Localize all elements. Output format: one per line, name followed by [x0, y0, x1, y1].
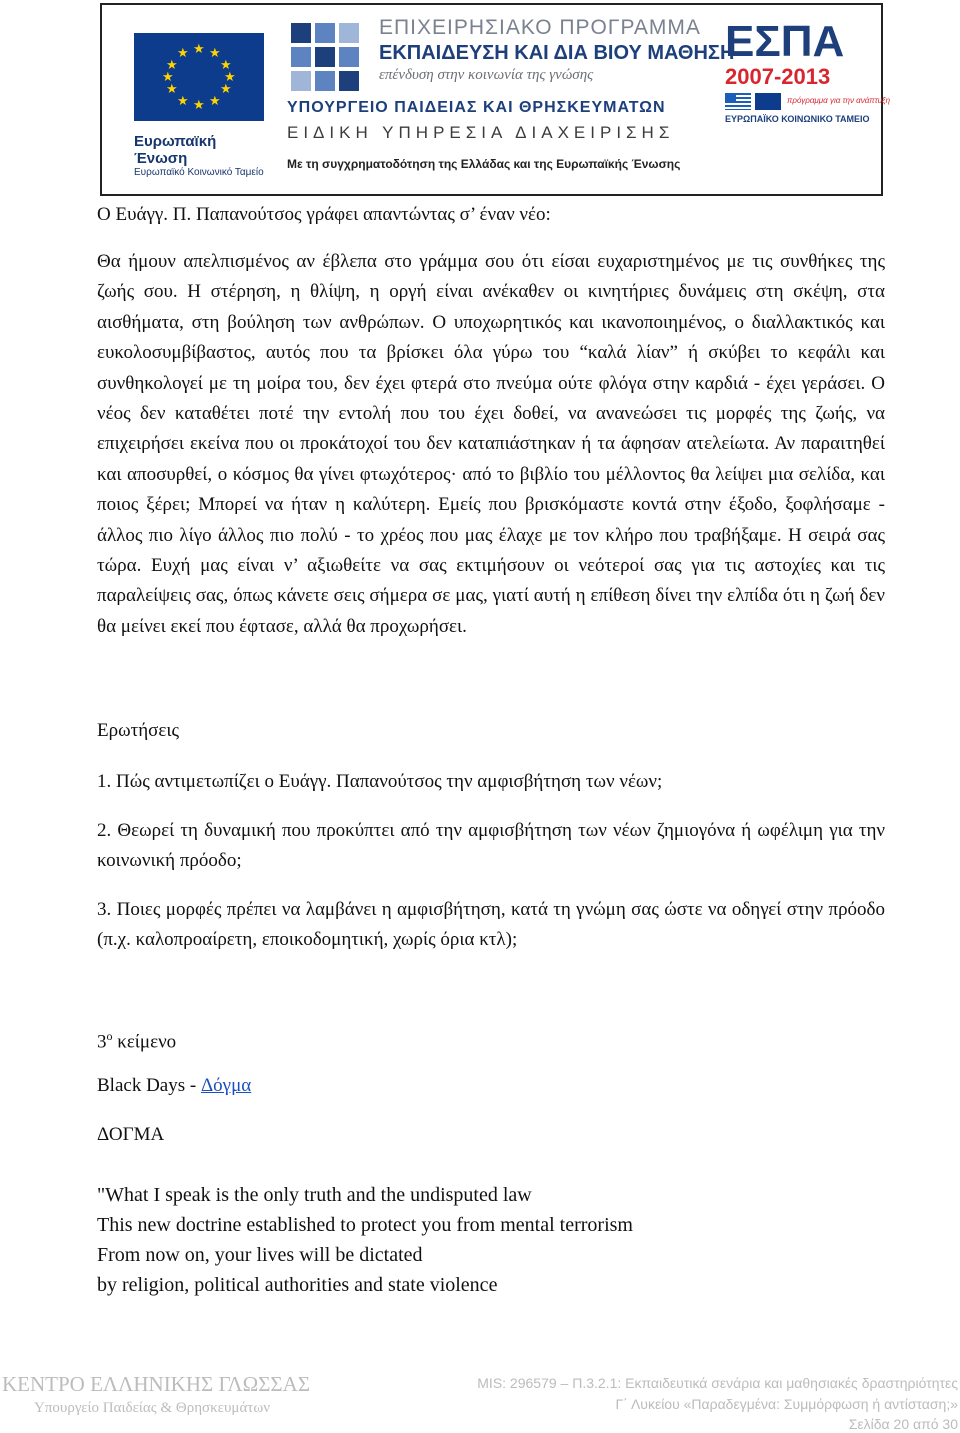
eu-name: Ευρωπαϊκή Ένωση	[134, 133, 217, 167]
programme-title: ΕΠΙΧΕΙΡΗΣΙΑΚΟ ΠΡΟΓΡΑΜΜΑ	[379, 16, 701, 39]
eu-fund: Ευρωπαϊκό Κοινωνικό Ταμείο	[134, 167, 264, 178]
cofunding-note: Με τη συγχρηματοδότηση της Ελλάδας και της Ευρωπαϊκής Ένωσης	[287, 157, 681, 171]
espa-years: 2007-2013	[725, 64, 831, 89]
eu-logo	[134, 33, 264, 178]
ministry-name: ΥΠΟΥΡΓΕΙΟ ΠΑΙΔΕΙΑΣ ΚΑΙ ΘΡΗΣΚΕΥΜΑΤΩΝ	[287, 99, 666, 116]
footer-mis: MIS: 296579 – Π.3.2.1: Εκπαιδευτικά σενάρια και μαθησιακές δραστηριότητες	[477, 1375, 958, 1391]
lyric-line: "What I speak is the only truth and the undisputed law	[97, 1184, 532, 1206]
footer-page-number: Σελίδα 20 από 30	[848, 1416, 958, 1432]
intro-line: Ο Ευάγγ. Π. Παπανούτσος γράφει απαντώντας σ’ έναν νέο:	[97, 204, 551, 225]
text-3-ordinal: ο	[106, 1029, 113, 1043]
question-3: 3. Ποιες μορφές πρέπει να λαμβάνει η αμφισβήτηση, κατά τη γνώμη σας ώστε να οδηγεί στην πρόοδο (π.χ. καλοπροαίρετη, εποικοδομητική, χωρίς όρια κτλ);	[97, 899, 885, 951]
managing-agency: ΕΙΔΙΚΗ ΥΠΗΡΕΣΙΑ ΔΙΑΧΕΙΡΙΣΗΣ	[287, 123, 675, 142]
question-2: 2. Θεωρεί τη δυναμική που προκύπτει από την αμφισβήτηση των νέων ζημιογόνα ή ωφέλιμη για την κοινωνική πρόοδο;	[97, 820, 885, 872]
question-1: 1. Πώς αντιμετωπίζει ο Ευάγγ. Παπανούτσος την αμφισβήτηση των νέων;	[97, 771, 663, 792]
footer-center-name: ΚΕΝΤΡΟ ΕΛΛΗΝΙΚΗΣ ΓΛΩΣΣΑΣ	[2, 1372, 311, 1396]
text-3-label: κείμενο	[117, 1031, 177, 1053]
espa-logo	[725, 17, 891, 124]
text-3-number: 3	[97, 1031, 107, 1053]
espa-fund: ΕΥΡΩΠΑΪΚΟ ΚΟΙΝΩΝΙΚΟ ΤΑΜΕΙΟ	[725, 114, 870, 124]
song-artist: Black Days -	[97, 1075, 201, 1096]
song-link[interactable]: Δόγμα	[200, 1075, 252, 1096]
song-reference	[97, 1071, 251, 1101]
programme-emblem-icon	[287, 19, 363, 95]
lyric-line: by religion, political authorities and state violence	[97, 1274, 498, 1296]
eu-flag-icon: ★ ★ ★ ★ ★ ★ ★ ★ ★ ★ ★ ★	[134, 33, 264, 121]
song-title: ΔΟΓΜΑ	[97, 1124, 165, 1145]
footer-ministry: Υπουργείο Παιδείας & Θρησκευμάτων	[34, 1400, 270, 1416]
programme-motto: επένδυση στην κοινωνία της γνώσης	[379, 67, 594, 83]
greek-flag-icon	[725, 93, 751, 110]
questions-heading: Ερωτήσεις	[97, 720, 180, 741]
espa-title: ΕΣΠΑ	[725, 17, 845, 66]
espa-slogan: πρόγραμμα για την ανάπτυξη	[787, 96, 891, 105]
quote-paragraph: Θα ήμουν απελπισμένος αν έβλεπα στο γράμμα σου ότι είσαι ευχαριστημένος με τις συνθήκες της ζωής σου. Η στέρηση, η θλίψη, η οργή είναι ανέκαθεν οι κινητήριες δυνάμεις στη σκέψη, στα αισθήματα, στη βούληση των ανθρώπων. Ο υποχωρητικός και ικανοποιημένος, ο διαλλακτικός και ευκολοσυμβίβαστος, αυτός που τα βρίσκει όλα γύρω του “καλά λίαν” ή σκύβει το κεφάλι και συνθηκολογεί με τη μοίρα του, δεν έχει φτερά στο πνεύμα ούτε φλόγα στην καρδιά - έχει γεράσει. Ο νέος δεν καταθέτει ποτέ την εντολή που του έχει δοθεί, να ανανεώσει τις μορφές της ζωής, να επιχειρήσει εκείνα που οι προκάτοχοί του δεν καταπιάστηκαν ή τα άφησαν ατελείωτα. Αν παραιτηθεί και αποσυρθεί, ο κόσμος θα γίνει φτωχότερος· από το βιβλίο του μέλλοντος θα λείψει μια σελίδα, και ποιος ξέρει; Μπορεί να ήταν η καλύτερη. Εμείς που βρισκόμαστε κοντά στην έξοδο, ξοφλήσαμε - άλλος πιο λίγο άλλος πιο πολύ - το χρέος που μας έλαχε με τον κλήρο που τραβήξαμε. Η σειρά σας τώρα. Ευχή μας είναι ν’ αξιωθείτε να σας εκτιμήσουν οι νεότεροί σας για τις αστοχίες και τις παραλείψεις σας, όπως κάνετε σεις σήμερα σε μας, γιατί αυτή η επίθεση δίνει την ελπίδα ότι η ζωή δεν θα μείνει εκεί που έφτασε, αλλά θα προχωρήσει.	[97, 251, 885, 637]
header-banner	[100, 3, 891, 196]
programme-subtitle: ΕΚΠΑΙΔΕΥΣΗ ΚΑΙ ΔΙΑ ΒΙΟΥ ΜΑΘΗΣΗ	[379, 42, 735, 64]
footer-course: Γ΄ Λυκείου «Παραδεγμένα: Συμμόρφωση ή αντίσταση;»	[615, 1396, 958, 1412]
lyric-line: This new doctrine established to protect you from mental terrorism	[97, 1214, 633, 1236]
text-3-heading	[97, 1021, 176, 1057]
lyric-line: From now on, your lives will be dictated	[97, 1244, 423, 1266]
eu-flag-small-icon	[755, 93, 781, 110]
